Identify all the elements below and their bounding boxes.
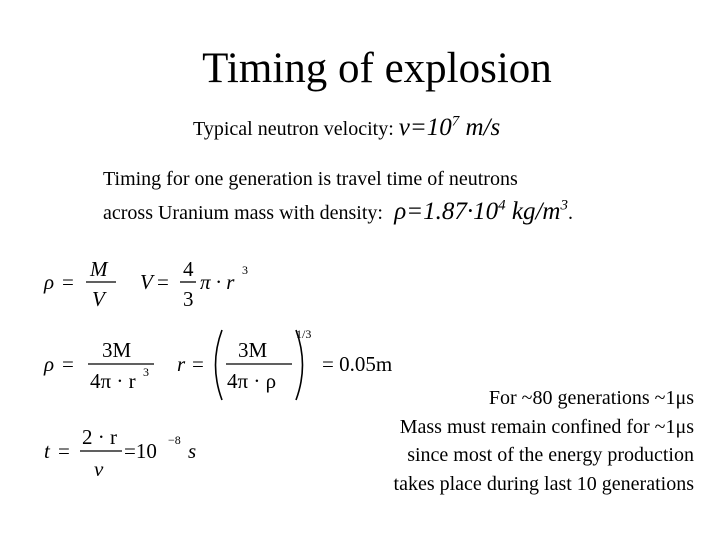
velocity-label: Typical neutron velocity:	[193, 118, 394, 140]
formula-radius	[177, 327, 392, 400]
formula-density-definition	[43, 257, 116, 311]
three-denominator: 3	[183, 287, 194, 311]
timing-text-line1: Timing for one generation is travel time of neutrons	[103, 168, 518, 190]
slide-title: Timing of explosion	[202, 45, 552, 92]
two-r-numerator: 2 · r	[82, 425, 117, 449]
note-line: For ~80 generations ~1μs	[488, 387, 694, 409]
note-line: takes place during last 10 generations	[393, 472, 694, 495]
mass-symbol: M	[90, 257, 108, 281]
radius-result: = 0.05m	[322, 352, 393, 376]
timing-text-line2: across Uranium mass with density: $\rho=1.87\cdot 10^4$ $kg/m^3$.	[103, 197, 573, 225]
volume-symbol: V	[140, 270, 153, 294]
time-symbol: t	[44, 439, 50, 463]
density-label: across Uranium mass with density:	[103, 202, 383, 224]
formula-density-radius	[43, 338, 154, 393]
equals-sign: =	[62, 352, 74, 376]
formula-time	[44, 425, 196, 481]
equals-sign: =	[157, 270, 169, 294]
rho-symbol: ρ	[44, 352, 55, 376]
left-paren	[216, 330, 223, 400]
velocity-denominator: v	[94, 457, 104, 481]
velocity-value: $v=10^7$ m/s	[398, 113, 501, 141]
negative-eight-exponent: −8	[168, 433, 181, 447]
equals-sign: =	[58, 439, 70, 463]
four-pi-rho-denominator: 4π · ρ	[227, 369, 277, 393]
equals-sign: =	[62, 270, 74, 294]
ten-value: =10	[124, 439, 157, 463]
density-value: $\rho=1.87\cdot 10^4$ $kg/m^3$	[394, 197, 568, 225]
equals-sign: =	[192, 352, 204, 376]
notes-block	[394, 384, 694, 498]
note-line: Mass must remain confined for ~1μs	[399, 415, 694, 438]
cube-exponent: 3	[242, 263, 248, 277]
three-m-numerator: 3M	[238, 338, 268, 362]
rho-symbol: ρ	[44, 270, 55, 294]
three-m-numerator: 3M	[102, 338, 132, 362]
cube-root-exponent: 1/3	[296, 327, 312, 341]
volume-symbol: V	[92, 287, 105, 311]
radius-symbol: r	[177, 352, 186, 376]
seconds-unit: s	[188, 439, 197, 463]
pi-r-term: π · r	[200, 270, 235, 294]
formula-volume	[140, 257, 248, 311]
cube-exponent: 3	[143, 365, 149, 379]
four-pi-r-denominator: 4π · r	[90, 369, 136, 393]
four-numerator: 4	[183, 257, 194, 281]
note-line: since most of the energy production	[407, 444, 694, 466]
